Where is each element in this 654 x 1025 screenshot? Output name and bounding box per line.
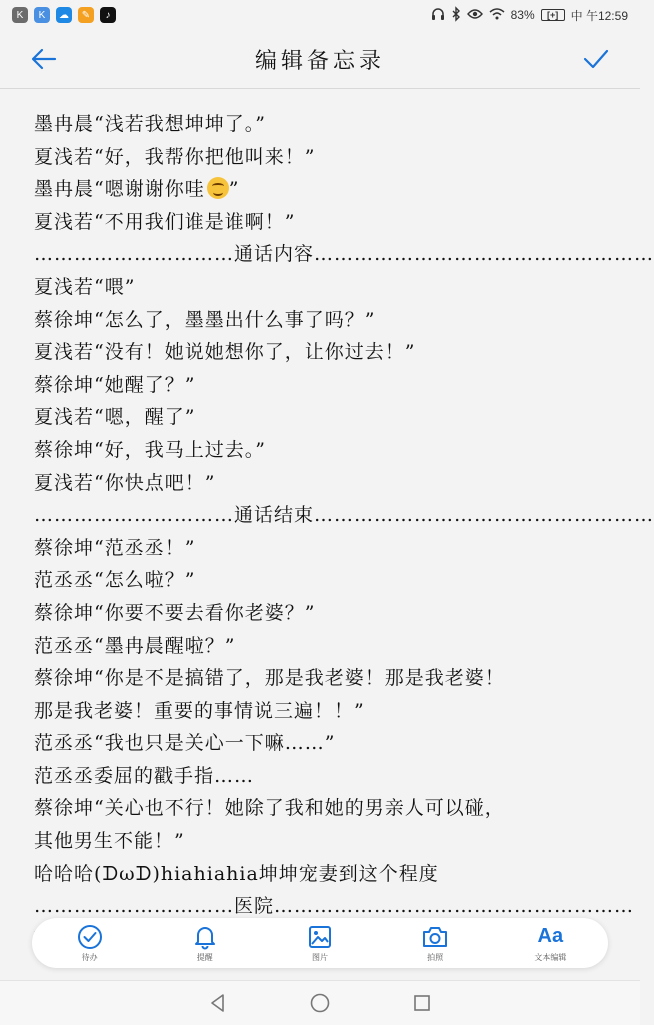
note-line: 范丞丞“墨冉晨醒啦？” bbox=[34, 634, 236, 657]
k-app-icon: K bbox=[12, 7, 28, 23]
note-line: 蔡徐坤“关心也不行！她除了我和她的男亲人可以碰， bbox=[34, 797, 505, 820]
note-line bbox=[34, 173, 614, 206]
note-line: 蔡徐坤“你是不是搞错了，那是我老婆！那是我老婆！ bbox=[34, 667, 505, 690]
note-line: 其他男生不能！” bbox=[34, 830, 185, 853]
bell-icon bbox=[193, 924, 217, 950]
battery-icon: [+] bbox=[541, 9, 565, 21]
note-line: 范丞丞委屈的戳手指…… bbox=[34, 764, 255, 787]
text-format-icon bbox=[538, 924, 564, 950]
headphone-icon bbox=[431, 7, 445, 24]
note-line: 夏浅若“嗯，醒了” bbox=[34, 406, 196, 429]
note-line: 蔡徐坤“你要不要去看你老婆？” bbox=[34, 601, 316, 624]
grinning-face-emoji bbox=[207, 177, 229, 199]
note-line: 哈哈哈(ᗪωᗪ)hiahiahia坤坤宠妻到这个程度 bbox=[34, 862, 439, 885]
note-line: 蔡徐坤“好，我马上过去。” bbox=[34, 438, 266, 461]
note-divider-line: …………………………通话内容…………………………………………… bbox=[34, 243, 654, 266]
status-bar bbox=[0, 0, 640, 30]
camera-label: 拍照 bbox=[427, 952, 444, 962]
checkmark-circle-icon bbox=[77, 924, 103, 950]
status-bar-left bbox=[12, 7, 116, 23]
note-line: 蔡徐坤“她醒了？” bbox=[34, 373, 196, 396]
nav-home-button[interactable] bbox=[305, 988, 335, 1018]
camera-button[interactable] bbox=[390, 924, 480, 963]
nav-recents-button[interactable] bbox=[407, 988, 437, 1018]
note-line: 夏浅若“不用我们谁是谁啊！” bbox=[34, 210, 296, 233]
brush-app-icon: ✎ bbox=[78, 7, 94, 23]
closing-quote: ” bbox=[228, 178, 240, 201]
note-line: 夏浅若“你快点吧！” bbox=[34, 471, 216, 494]
square-recents-icon bbox=[412, 993, 432, 1013]
todo-label: 待办 bbox=[81, 952, 98, 962]
wifi-icon bbox=[489, 8, 505, 23]
arrow-left-icon bbox=[31, 48, 57, 70]
note-line: 夏浅若“好，我帮你把他叫来！” bbox=[34, 145, 316, 168]
editor-toolbar bbox=[32, 918, 608, 968]
note-line: 那是我老婆！重要的事情说三遍！！” bbox=[34, 699, 365, 722]
image-label: 图片 bbox=[311, 952, 328, 962]
image-icon bbox=[308, 924, 332, 950]
text-format-glyph: Aa bbox=[537, 925, 564, 947]
note-line: 蔡徐坤“怎么了，墨墨出什么事了吗？” bbox=[34, 308, 376, 331]
note-divider-line: …………………………通话结束…………………………………………… bbox=[34, 504, 654, 527]
note-line-text: 墨冉晨“嗯谢谢你哇 bbox=[34, 178, 205, 201]
note-line: 蔡徐坤“范丞丞！” bbox=[34, 536, 196, 559]
cloud-app-icon: ☁ bbox=[56, 7, 72, 23]
todo-button[interactable] bbox=[45, 924, 135, 963]
reminder-button[interactable] bbox=[160, 924, 250, 963]
note-line: 夏浅若“没有！她说她想你了，让你过去！” bbox=[34, 341, 416, 364]
status-bar-right bbox=[431, 7, 628, 24]
tiktok-icon: ♪ bbox=[100, 7, 116, 23]
nav-back-button[interactable] bbox=[203, 988, 233, 1018]
save-button[interactable] bbox=[576, 39, 616, 79]
status-time: 中 午12:59 bbox=[570, 8, 628, 23]
reminder-label: 提醒 bbox=[196, 952, 213, 962]
text-format-button[interactable] bbox=[505, 924, 595, 963]
checkmark-icon bbox=[583, 48, 609, 70]
editor-header bbox=[0, 30, 640, 89]
eye-icon bbox=[467, 8, 483, 23]
image-button[interactable] bbox=[275, 924, 365, 963]
note-line: 墨冉晨“浅若我想坤坤了。” bbox=[34, 113, 266, 135]
circle-home-icon bbox=[309, 992, 331, 1014]
back-button[interactable] bbox=[24, 39, 64, 79]
text-format-label: 文本编辑 bbox=[534, 952, 567, 962]
bluetooth-icon bbox=[451, 7, 461, 24]
note-line: 夏浅若“喂” bbox=[34, 275, 136, 298]
note-line: 范丞丞“我也只是关心一下嘛……” bbox=[34, 732, 336, 755]
note-body[interactable] bbox=[34, 108, 654, 918]
note-divider-line: …………………………医院……………………………………………… bbox=[34, 895, 635, 918]
camera-icon bbox=[422, 924, 448, 950]
triangle-back-icon bbox=[208, 993, 228, 1013]
k2-app-icon: K bbox=[34, 7, 50, 23]
page-title: 编辑备忘录 bbox=[254, 48, 385, 74]
system-nav-bar bbox=[0, 980, 640, 1025]
battery-percent-text: 83% bbox=[510, 8, 535, 22]
note-line: 范丞丞“怎么啦？” bbox=[34, 569, 196, 592]
